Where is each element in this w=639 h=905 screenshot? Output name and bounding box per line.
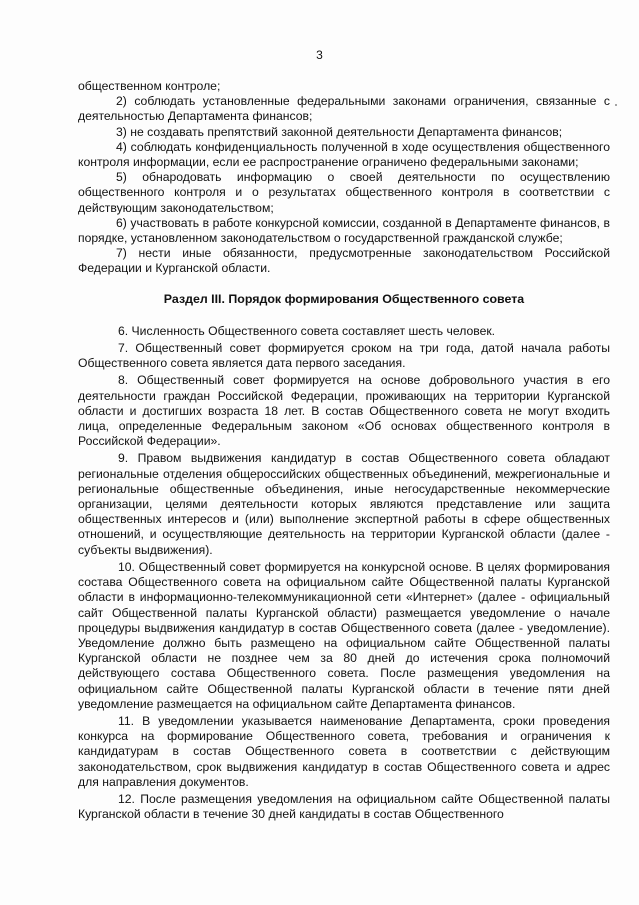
paragraph-duty-3: 3) не создавать препятствий законной деятельности Департамента финансов; bbox=[116, 124, 563, 139]
paragraph-11: 11. В уведомлении указывается наименование Департамента, сроки проведения конкурса на формирование Общественного совета, требования и ограничения к кандидатурам в состав Общественного совета в соответствии с действующим законодательством, срок выдвижения кандидатур в состав Общественного совета и адрес для направления документов. bbox=[78, 713, 610, 789]
paragraph-12: 12. После размещения уведомления на официальном сайте Общественной палаты Курганской области в течение 30 дней кандидаты в состав Общественного bbox=[78, 791, 610, 822]
section-title: Раздел III. Порядок формирования Общественного совета bbox=[163, 291, 525, 306]
paragraph-duty-5: 5) обнародовать информацию о своей деятельности по осуществлению общественного контроля и о результатах общественного контроля в соответствии с действующим законодательством; bbox=[78, 170, 610, 215]
paragraph-6: 6. Численность Общественного совета составляет шесть человек. bbox=[118, 323, 496, 338]
paragraph-8: 8. Общественный совет формируется на основе добровольного участия в его деятельности граждан Российской Федерации, проживающих на территории Курганской области и достигших возраста 18 лет. В состав Общественного совета не могут входить лица, определенные Федеральным законом «Об основах общественного контроля в Российской Федерации». bbox=[78, 373, 610, 449]
paragraph-7: 7. Общественный совет формируется сроком на три года, датой начала работы Общественного совета является дата первого заседания. bbox=[78, 341, 610, 371]
scan-speck bbox=[615, 104, 617, 106]
paragraph-continuation: общественном контроле; bbox=[78, 79, 221, 93]
paragraph-duty-4: 4) соблюдать конфиденциальность полученной в ходе осуществления общественного контроля информации, если ее распространение ограничено федеральными законами; bbox=[78, 139, 610, 170]
page-number: 3 bbox=[316, 48, 323, 62]
paragraph-duty-7: 7) нести иные обязанности, предусмотренные законодательством Российской Федерации и Курганской области. bbox=[78, 246, 610, 276]
paragraph-duty-2: 2) соблюдать установленные федеральными законами ограничения, связанные с деятельностью Департамента финансов; bbox=[78, 94, 610, 124]
paragraph-10: 10. Общественный совет формируется на конкурсной основе. В целях формирования состава Общественного совета на официальном сайте Общественной палаты Курганской области в информационно-телекоммуникационной сети «Интернет» (далее - официальный сайт Общественной палаты Курганской области) размещается уведомление о начале процедуры выдвижения кандидатур в состав Общественного совета (далее - уведомление). Уведомление должно быть размещено на официальном сайте Общественной палаты Курганской области не позднее чем за 80 дней до истечения срока полномочий действующего состава Общественного совета. После размещения уведомления на официальном сайте Общественной палаты Курганской области в течение пяти дней уведомление размещается на официальном сайте Департамента финансов. bbox=[78, 559, 610, 711]
paragraph-9: 9. Правом выдвижения кандидатур в состав Общественного совета обладают региональные отделения общероссийских общественных объединений, межрегиональные и региональные общественные объединения, иные негосударственные некоммерческие организации, целями деятельности которых являются представление или защита общественных интересов и (или) выполнение экспертной работы в сфере общественных отношений, и осуществляющие деятельность на территории Курганской области (далее - субъекты выдвижения). bbox=[78, 451, 610, 557]
document-body bbox=[78, 79, 610, 822]
paragraph-duty-6: 6) участвовать в работе конкурсной комиссии, созданной в Департаменте финансов, в порядке, установленном законодательством о государственной гражданской службе; bbox=[78, 215, 610, 246]
